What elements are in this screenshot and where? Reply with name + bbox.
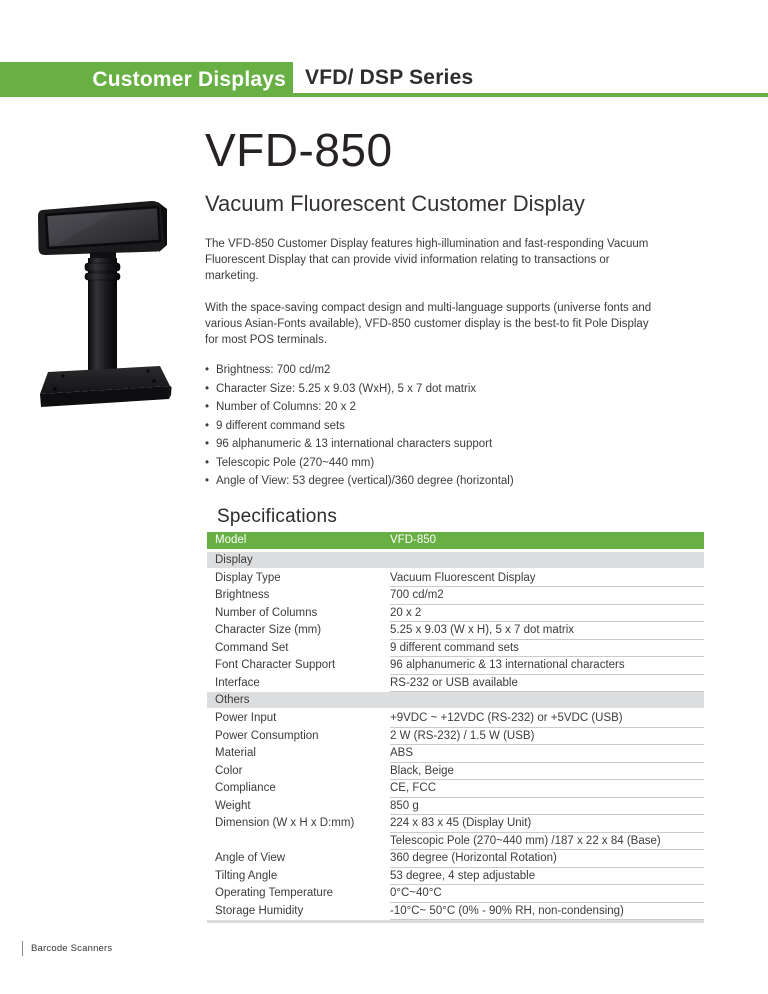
- page-footer: [22, 941, 112, 956]
- spec-row-label: Command Set: [215, 641, 289, 654]
- spec-row-value: 700 cd/m2: [390, 587, 704, 605]
- feature-text: Brightness: 700 cd/m2: [216, 364, 331, 376]
- bullet-icon: •: [205, 382, 210, 395]
- description-paragraph-1: The VFD-850 Customer Display features high-illumination and fast-responding Vacuum Fluorescent Display that can provide vivid information relating to transactions or marketing.: [205, 238, 649, 282]
- spec-row-value: CE, FCC: [390, 780, 704, 798]
- telescopic-pole: [85, 258, 120, 376]
- feature-text: Telescopic Pole (270~440 mm): [216, 456, 375, 469]
- category-badge: [0, 62, 293, 97]
- spec-row-label: Font Character Support: [215, 659, 336, 671]
- specifications-heading: Specifications: [217, 505, 338, 527]
- spec-header-label: Model: [215, 533, 247, 546]
- spec-row-value: 9 different command sets: [390, 640, 704, 658]
- spec-row-label: Dimension (W x H x D:mm): [215, 817, 355, 829]
- spec-row: [207, 745, 704, 763]
- spec-row: [207, 798, 704, 816]
- spec-row-label: Angle of View: [215, 852, 286, 864]
- spec-row: [207, 622, 704, 640]
- bullet-icon: •: [205, 419, 210, 432]
- banner-underline: [293, 93, 768, 97]
- spec-row-value: 96 alphanumeric & 13 international characters: [390, 657, 704, 675]
- spec-table: [207, 532, 704, 924]
- feature-item-6: [205, 454, 675, 473]
- product-description: [205, 236, 675, 348]
- spec-row: [207, 675, 704, 693]
- feature-text: Number of Columns: 20 x 2: [216, 401, 356, 413]
- bullet-icon: •: [205, 438, 210, 450]
- spec-row: [207, 868, 704, 886]
- spec-row-value: 20 x 2: [390, 605, 704, 623]
- main-content: [205, 126, 675, 923]
- spec-row-value: 5.25 x 9.03 (W x H), 5 x 7 dot matrix: [390, 622, 704, 640]
- spec-row: [207, 763, 704, 781]
- feature-text: 96 alphanumeric & 13 international characters support: [216, 438, 493, 450]
- spec-row-label: Brightness: [215, 589, 270, 601]
- spec-row-label: Color: [215, 764, 243, 777]
- spec-row: [207, 657, 704, 675]
- spec-row: [207, 780, 704, 798]
- spec-row-value: 53 degree, 4 step adjustable: [390, 868, 704, 886]
- spec-row: [207, 710, 704, 728]
- spec-row: [207, 903, 704, 921]
- bullet-icon: •: [205, 364, 210, 376]
- spec-row-label: Power Input: [215, 712, 277, 724]
- spec-table-body: [207, 552, 704, 921]
- spec-section-label: Display: [215, 553, 253, 566]
- feature-text: Angle of View: 53 degree (vertical)/360 degree (horizontal): [216, 475, 514, 487]
- spec-row-label: Interface: [215, 676, 260, 689]
- series-label: VFD/ DSP Series: [305, 65, 474, 89]
- footer-label: Barcode Scanners: [31, 943, 113, 954]
- spec-row-value: 850 g: [390, 798, 704, 816]
- feature-item-1: [205, 361, 675, 380]
- spec-row-value: +9VDC ~ +12VDC (RS-232) or +5VDC (USB): [390, 710, 704, 728]
- spec-row-label: Storage Humidity: [215, 904, 304, 917]
- category-label: Customer Displays: [92, 67, 286, 91]
- page-title: VFD-850: [205, 124, 393, 176]
- feature-list: [205, 361, 675, 491]
- feature-item-2: [205, 380, 675, 399]
- bullet-icon: •: [205, 475, 210, 487]
- spec-row: [207, 640, 704, 658]
- series-banner: [0, 62, 768, 97]
- spec-row: [207, 815, 704, 833]
- bullet-icon: •: [205, 401, 210, 413]
- feature-item-3: [205, 398, 675, 417]
- spec-row: [207, 728, 704, 746]
- spec-section-label: Others: [215, 694, 250, 706]
- spec-row: [207, 587, 704, 605]
- spec-row-value: ABS: [390, 745, 704, 763]
- feature-text: Character Size: 5.25 x 9.03 (WxH), 5 x 7 dot matrix: [216, 382, 477, 395]
- spec-row: [207, 885, 704, 903]
- spec-row-label: Number of Columns: [215, 606, 318, 619]
- spec-row-value: Vacuum Fluorescent Display: [390, 570, 704, 588]
- spec-row-value: Telescopic Pole (270~440 mm) /187 x 22 x 84 (Base): [390, 833, 704, 851]
- spec-row-value: 2 W (RS-232) / 1.5 W (USB): [390, 728, 704, 746]
- spec-section-row: [207, 552, 704, 568]
- product-photo-vfd850: [18, 196, 178, 416]
- spec-row-label: Material: [215, 747, 256, 759]
- feature-item-4: [205, 417, 675, 436]
- spec-row: [207, 850, 704, 868]
- product-subtitle: Vacuum Fluorescent Customer Display: [205, 191, 585, 216]
- description-paragraph-2: With the space-saving compact design and multi-language supports (universe fonts and various Asian-Fonts available), VFD-850 customer display is the best-to fit Pole Display for most POS terminals.: [205, 302, 652, 346]
- spec-row-label: [207, 833, 390, 851]
- spec-row: [207, 570, 704, 588]
- spec-table-header-row: [207, 532, 704, 549]
- spec-header-value: VFD-850: [390, 533, 437, 546]
- spec-row-label: Compliance: [215, 782, 276, 794]
- base-stand: [40, 366, 172, 407]
- spec-row-label: Operating Temperature: [215, 887, 334, 899]
- spec-row-label: Tilting Angle: [215, 869, 278, 882]
- spec-row-value: Black, Beige: [390, 763, 704, 781]
- spec-row-value: -10°C~ 50°C (0% - 90% RH, non-condensing): [390, 903, 704, 921]
- bullet-icon: •: [205, 456, 210, 469]
- spec-row-label: Character Size (mm): [215, 624, 322, 636]
- feature-text: 9 different command sets: [216, 419, 345, 432]
- feature-item-7: [205, 472, 675, 491]
- spec-row-label: Power Consumption: [215, 729, 319, 742]
- spec-row: [207, 605, 704, 623]
- spec-row-label: Display Type: [215, 571, 281, 584]
- spec-row: [207, 833, 704, 851]
- spec-row-value: RS-232 or USB available: [390, 675, 704, 693]
- spec-section-row: [207, 692, 704, 708]
- spec-row-value: 360 degree (Horizontal Rotation): [390, 850, 704, 868]
- display-head: [38, 201, 167, 255]
- spec-row-value: 224 x 83 x 45 (Display Unit): [390, 815, 704, 833]
- spec-row-label: Weight: [215, 799, 251, 812]
- spec-row-value: 0°C~40°C: [390, 885, 704, 903]
- feature-item-5: [205, 435, 675, 454]
